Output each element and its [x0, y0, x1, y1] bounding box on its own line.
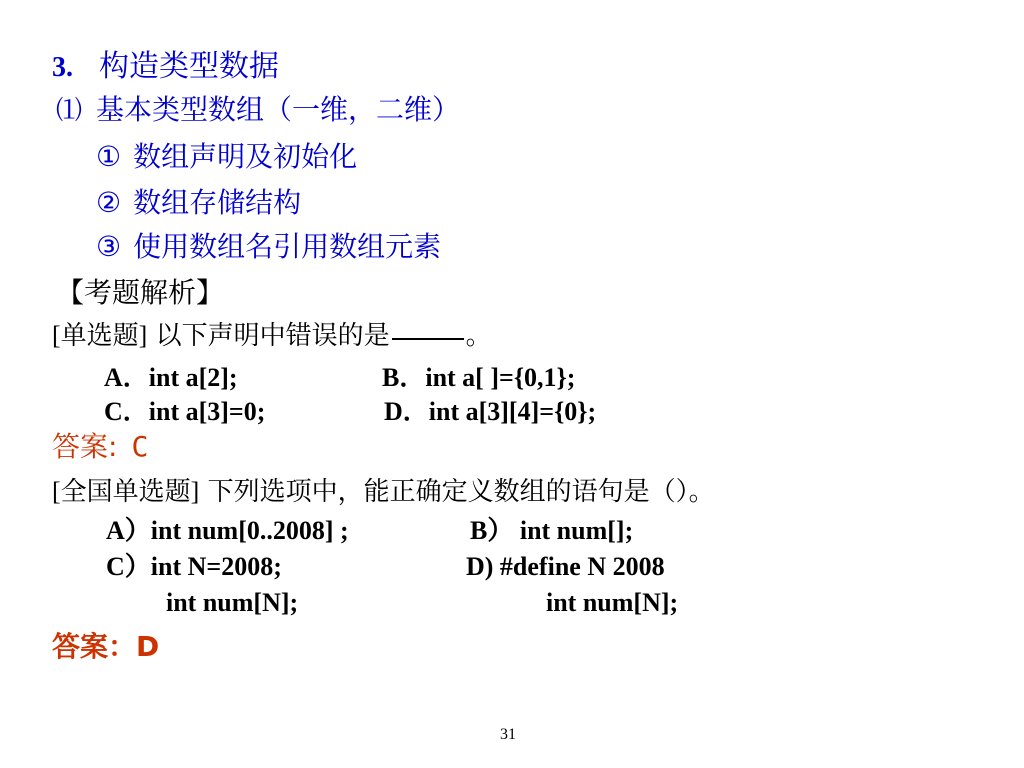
answer-label: 答案:: [52, 430, 118, 463]
item-marker: ①: [96, 140, 122, 173]
question-1-options-row-2: [104, 397, 597, 427]
list-item: [96, 188, 301, 219]
question-1-answer: [52, 432, 148, 463]
list-item: [96, 232, 441, 263]
question-2-answer: 答案：D: [52, 630, 160, 663]
question-2-options-row-1: [106, 516, 634, 546]
question-1-stem: [52, 322, 492, 351]
question-1-options-row-1: [104, 363, 576, 393]
item-text: 数组声明及初始化: [133, 140, 358, 173]
option-a: A．int a[2];: [104, 363, 238, 392]
page-number: 31: [500, 726, 516, 743]
option-a: A）int num[0..2008] ;: [106, 516, 349, 545]
question-2-tag: [全国单选题]: [52, 477, 200, 506]
section-number: 3.: [52, 52, 73, 83]
option-c: C．int a[3]=0;: [104, 397, 266, 426]
item-marker: ②: [96, 186, 122, 219]
answer-blank: [392, 338, 464, 340]
option-b: B） int num[];: [470, 516, 634, 545]
item-text: 使用数组名引用数组元素: [133, 230, 442, 263]
answer-value: C: [131, 430, 149, 463]
option-d-line-2: int num[N];: [546, 588, 679, 617]
section-heading: [52, 50, 279, 84]
section-title: 构造类型数据: [99, 49, 279, 84]
question-1-tag: [单选题]: [52, 321, 148, 350]
question-1-text: 以下声明中错误的是: [155, 321, 390, 351]
subsection-number: ⑴: [56, 96, 83, 125]
question-2-options-row-2: [106, 552, 665, 582]
question-2-stem: [52, 478, 715, 507]
option-c-line-2: int num[N];: [166, 588, 299, 617]
option-c: C）int N=2008;: [106, 552, 282, 581]
item-marker: ③: [96, 230, 122, 263]
subsection-heading: [56, 95, 460, 126]
list-item: [96, 142, 357, 173]
question-1-end: 。: [465, 321, 492, 351]
question-2-options-row-3: [106, 588, 679, 618]
analysis-title: 【考题解析】: [56, 276, 225, 309]
subsection-title: 基本类型数组（一维，二维）: [96, 93, 461, 126]
question-2-text: 下列选项中，能正确定义数组的语句是（）。: [207, 477, 715, 507]
option-d: D．int a[3][4]={0};: [384, 397, 597, 426]
item-text: 数组存储结构: [133, 186, 302, 219]
option-d: D) #define N 2008: [466, 552, 665, 581]
option-b: B．int a[ ]={0,1};: [382, 363, 576, 392]
